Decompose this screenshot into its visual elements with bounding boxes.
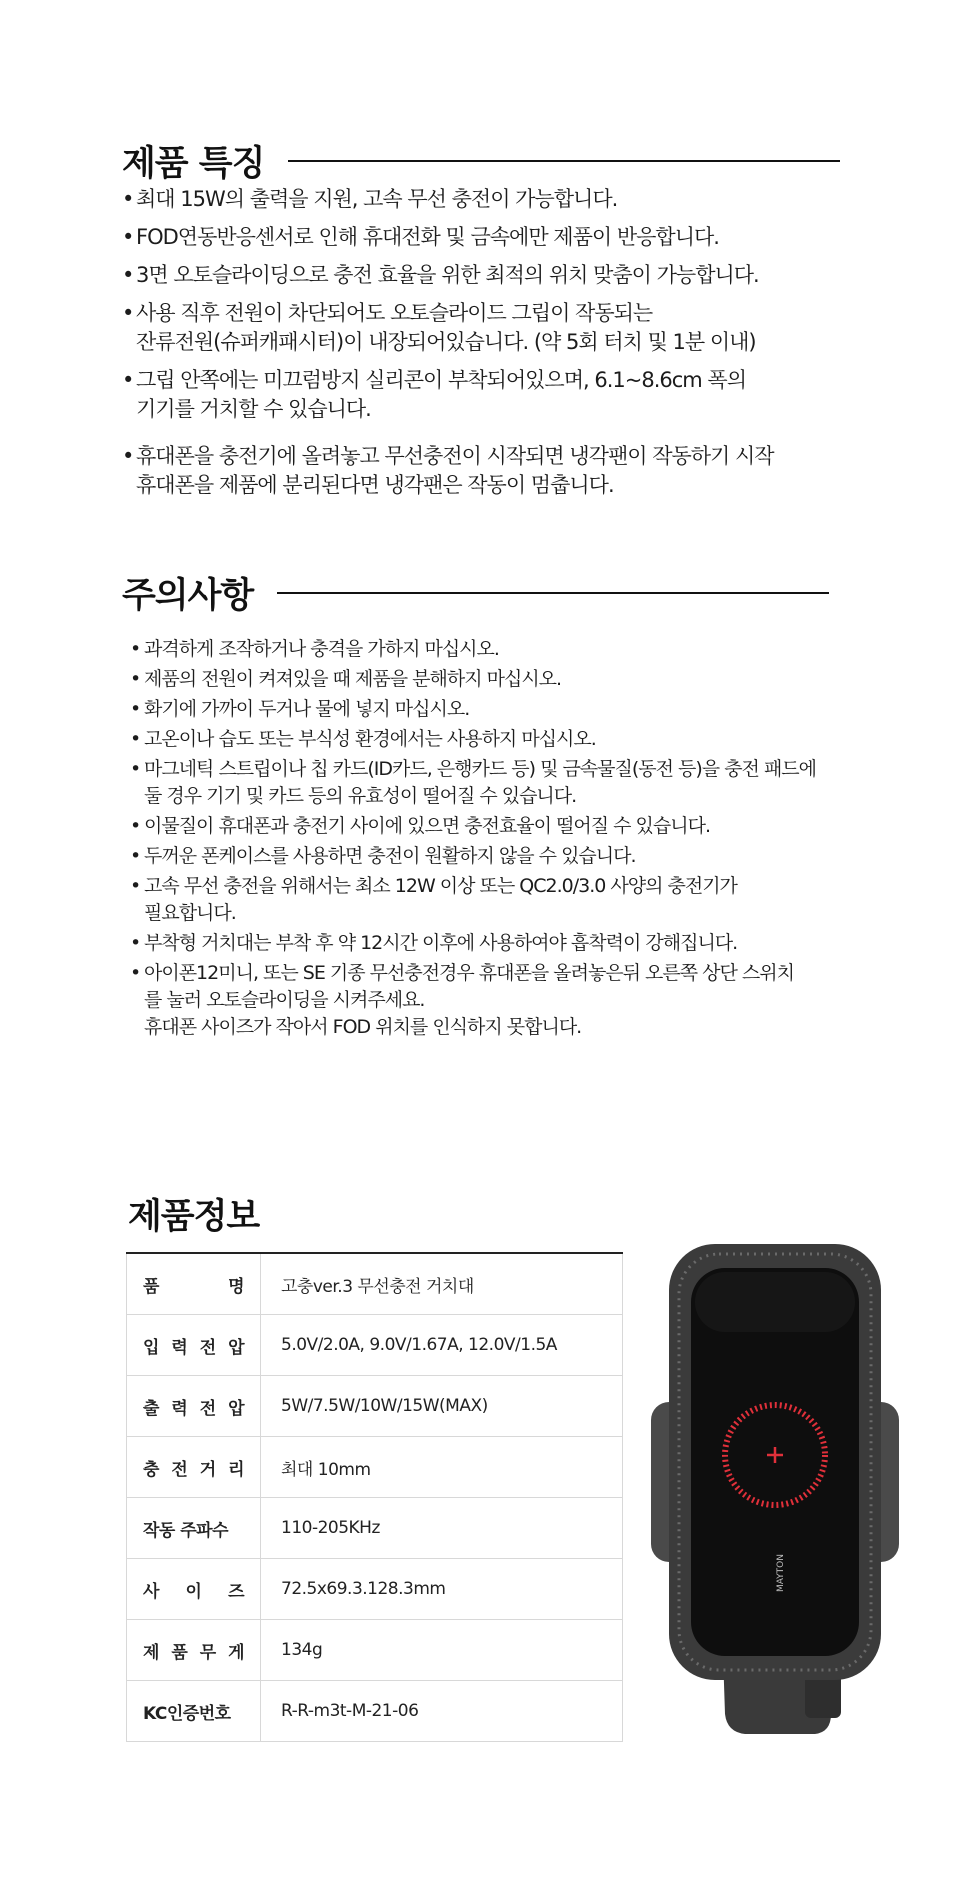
product-image: [645, 1244, 905, 1742]
cautions-header: [122, 568, 829, 618]
feature-item-line: • 최대 15W의 출력을 지원, 고속 무선 충전이 가능합니다.: [136, 187, 618, 211]
spec-value: 최대 10mm: [261, 1437, 623, 1498]
caution-item: [130, 666, 816, 693]
caution-item-line: • 고속 무선 충전을 위해서는 최소 12W 이상 또는 QC2.0/3.0 사양의 충전기가: [144, 875, 737, 897]
feature-item-line: • FOD연동반응센서로 인해 휴대전화 및 금속에만 제품이 반응합니다.: [136, 225, 719, 249]
caution-item-line: • 과격하게 조작하거나 충격을 가하지 마십시오.: [144, 638, 499, 660]
caution-item: [130, 960, 816, 1041]
caution-item: [130, 813, 816, 840]
cautions-list: [130, 636, 816, 1044]
spec-label: 사 이 즈: [127, 1559, 261, 1620]
brand-logo: MAYTON: [776, 1554, 786, 1593]
caution-item-line: • 아이폰12미니, 또는 SE 기종 무선충전경우 휴대폰을 올려놓은뒤 오른쪽 상단 스위치: [144, 962, 794, 984]
features-divider: [288, 160, 840, 162]
spec-row: [127, 1376, 623, 1437]
caution-item-line: • 고온이나 습도 또는 부식성 환경에서는 사용하지 마십시오.: [144, 728, 596, 750]
spec-value: 5.0V/2.0A, 9.0V/1.67A, 12.0V/1.5A: [261, 1315, 623, 1376]
features-title: 제품 특징: [122, 144, 265, 184]
spec-value: 고충ver.3 무선충전 거치대: [261, 1253, 623, 1315]
spec-label: 제 품 무 게: [127, 1620, 261, 1681]
caution-item-line: • 화기에 가까이 두거나 물에 넣지 마십시오.: [144, 698, 470, 720]
caution-item: [130, 930, 816, 957]
spec-row: [127, 1681, 623, 1742]
feature-item-line: • 그립 안쪽에는 미끄럼방지 실리콘이 부착되어있으며, 6.1~8.6cm 폭의: [136, 368, 746, 392]
feature-item: [122, 185, 774, 214]
feature-item: [122, 299, 774, 357]
cautions-divider: [277, 592, 829, 594]
feature-item: [122, 366, 774, 424]
spec-label: KC인증번호: [127, 1681, 261, 1742]
caution-item: [130, 873, 816, 927]
caution-item: [130, 843, 816, 870]
caution-item-line: 둘 경우 기기 및 카드 등의 유효성이 떨어질 수 있습니다.: [144, 785, 577, 807]
spec-value: 110-205KHz: [261, 1498, 623, 1559]
caution-item: [130, 726, 816, 753]
spec-value: 134g: [261, 1620, 623, 1681]
feature-item-line: 잔류전원(슈퍼캐패시터)이 내장되어있습니다. (약 5회 터치 및 1분 이내): [136, 330, 756, 354]
cautions-title: 주의사항: [122, 576, 254, 616]
caution-item: [130, 696, 816, 723]
caution-item: [130, 756, 816, 810]
feature-item: [122, 261, 774, 290]
spec-row: [127, 1315, 623, 1376]
feature-item-line: • 사용 직후 전원이 차단되어도 오토슬라이드 그립이 작동되는: [136, 301, 653, 325]
spec-label: 입 력 전 압: [127, 1315, 261, 1376]
caution-item-line: • 마그네틱 스트립이나 칩 카드(ID카드, 은행카드 등) 및 금속물질(동전 등)을 충전 패드에: [144, 758, 817, 780]
spec-row: [127, 1620, 623, 1681]
spec-row: [127, 1498, 623, 1559]
spec-table: [126, 1252, 623, 1742]
spec-row: [127, 1437, 623, 1498]
caution-item-line: 필요합니다.: [144, 902, 236, 924]
features-header: [122, 136, 840, 186]
feature-item: [122, 442, 774, 500]
spec-row: [127, 1559, 623, 1620]
feature-item-line: • 3면 오토슬라이딩으로 충전 효율을 위한 최적의 위치 맞춤이 가능합니다.: [136, 263, 759, 287]
spec-value: R-R-m3t-M-21-06: [261, 1681, 623, 1742]
features-list: [122, 185, 774, 509]
caution-item: [130, 636, 816, 663]
caution-item-line: • 제품의 전원이 켜져있을 때 제품을 분해하지 마십시오.: [144, 668, 562, 690]
spec-label: 품 명: [127, 1253, 261, 1315]
spec-label: 충 전 거 리: [127, 1437, 261, 1498]
spec-label: 작동 주파수: [127, 1498, 261, 1559]
spec-value: 72.5x69.3.128.3mm: [261, 1559, 623, 1620]
spec-label: 출 력 전 압: [127, 1376, 261, 1437]
feature-item: [122, 223, 774, 252]
feature-item-line: 기기를 거치할 수 있습니다.: [136, 397, 371, 421]
product-info-title: 제품정보: [128, 1197, 260, 1237]
caution-item-line: 를 눌러 오토슬라이딩을 시켜주세요.: [144, 989, 425, 1011]
caution-item-line: • 이물질이 휴대폰과 충전기 사이에 있으면 충전효율이 떨어질 수 있습니다.: [144, 815, 710, 837]
feature-item-line: • 휴대폰을 충전기에 올려놓고 무선충전이 시작되면 냉각팬이 작동하기 시작: [136, 444, 774, 468]
feature-item-line: 휴대폰을 제품에 분리된다면 냉각팬은 작동이 멈춥니다.: [136, 473, 614, 497]
caution-item-line: • 두꺼운 폰케이스를 사용하면 충전이 원활하지 않을 수 있습니다.: [144, 845, 636, 867]
caution-item-line: 휴대폰 사이즈가 작아서 FOD 위치를 인식하지 못합니다.: [144, 1016, 582, 1038]
spec-row: [127, 1253, 623, 1315]
caution-item-line: • 부착형 거치대는 부착 후 약 12시간 이후에 사용하여야 흡착력이 강해집니다.: [144, 932, 738, 954]
spec-value: 5W/7.5W/10W/15W(MAX): [261, 1376, 623, 1437]
